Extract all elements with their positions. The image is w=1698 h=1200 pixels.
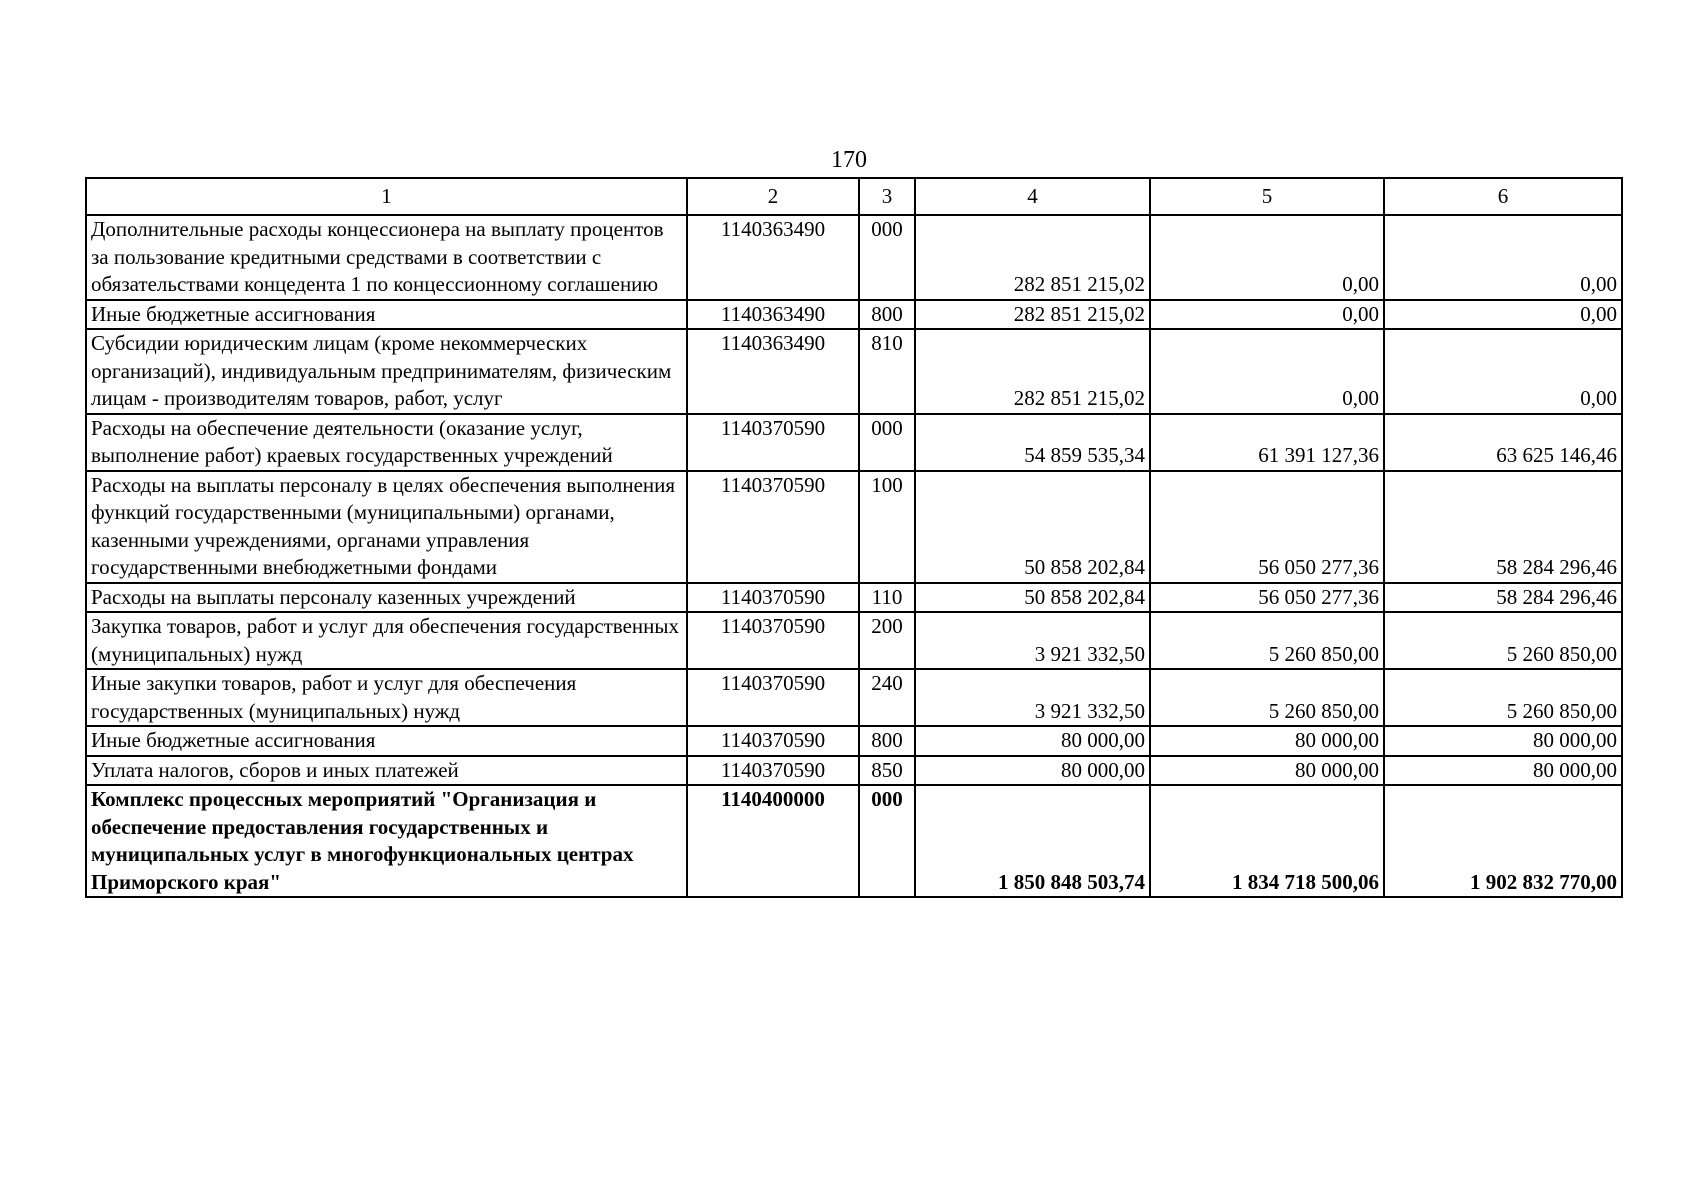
row-value-col6-cell: 0,00 [1384, 300, 1622, 330]
row-code-cell: 1140400000 [687, 785, 859, 897]
row-value-col5-cell: 0,00 [1150, 300, 1384, 330]
column-header-2: 2 [687, 178, 859, 215]
row-value-col4-cell: 3 921 332,50 [915, 669, 1150, 726]
column-header-1: 1 [86, 178, 687, 215]
table-row [86, 471, 1622, 583]
row-name-cell: Уплата налогов, сборов и иных платежей [86, 756, 687, 786]
row-value-col4-cell: 80 000,00 [915, 726, 1150, 756]
row-value-col5-cell: 5 260 850,00 [1150, 669, 1384, 726]
row-code-cell: 1140363490 [687, 329, 859, 414]
row-type-cell: 000 [859, 414, 915, 471]
row-name-cell: Дополнительные расходы концессионера на выплату процентов за пользование кредитными средствами в соответствии с обязательствами концедента 1 по концессионному соглашению [86, 215, 687, 300]
row-name-cell: Субсидии юридическим лицам (кроме некоммерческих организаций), индивидуальным предпринимателям, физическим лицам - производителям товаров, работ, услуг [86, 329, 687, 414]
row-name-cell: Расходы на выплаты персоналу в целях обеспечения выполнения функций государственными (муниципальными) органами, казенными учреждениями, органами управления государственными внебюджетными фондами [86, 471, 687, 583]
row-type-cell: 000 [859, 785, 915, 897]
row-value-col6-cell: 0,00 [1384, 215, 1622, 300]
row-name-cell: Расходы на выплаты персоналу казенных учреждений [86, 583, 687, 613]
column-header-5: 5 [1150, 178, 1384, 215]
header-row [86, 178, 1622, 215]
row-value-col4-cell: 282 851 215,02 [915, 300, 1150, 330]
row-value-col4-cell: 80 000,00 [915, 756, 1150, 786]
row-code-cell: 1140370590 [687, 471, 859, 583]
row-type-cell: 810 [859, 329, 915, 414]
row-name-cell: Комплекс процессных мероприятий "Организация и обеспечение предоставления государственных и муниципальных услуг в многофункциональных центрах Приморского края" [86, 785, 687, 897]
row-type-cell: 000 [859, 215, 915, 300]
column-header-4: 4 [915, 178, 1150, 215]
row-value-col5-cell: 0,00 [1150, 329, 1384, 414]
page-number: 170 [831, 147, 867, 173]
column-header-3: 3 [859, 178, 915, 215]
row-type-cell: 100 [859, 471, 915, 583]
table-row [86, 329, 1622, 414]
row-value-col6-cell: 5 260 850,00 [1384, 669, 1622, 726]
row-value-col4-cell: 282 851 215,02 [915, 215, 1150, 300]
row-code-cell: 1140370590 [687, 756, 859, 786]
row-type-cell: 800 [859, 726, 915, 756]
row-code-cell: 1140370590 [687, 583, 859, 613]
row-value-col4-cell: 50 858 202,84 [915, 583, 1150, 613]
table-row [86, 726, 1622, 756]
row-code-cell: 1140370590 [687, 669, 859, 726]
row-value-col6-cell: 0,00 [1384, 329, 1622, 414]
row-type-cell: 110 [859, 583, 915, 613]
row-name-cell: Иные бюджетные ассигнования [86, 726, 687, 756]
row-code-cell: 1140363490 [687, 300, 859, 330]
row-value-col6-cell: 63 625 146,46 [1384, 414, 1622, 471]
table-row [86, 583, 1622, 613]
row-name-cell: Расходы на обеспечение деятельности (оказание услуг, выполнение работ) краевых государственных учреждений [86, 414, 687, 471]
row-value-col6-cell: 58 284 296,46 [1384, 583, 1622, 613]
row-value-col5-cell: 56 050 277,36 [1150, 583, 1384, 613]
row-value-col5-cell: 0,00 [1150, 215, 1384, 300]
row-type-cell: 800 [859, 300, 915, 330]
row-value-col4-cell: 54 859 535,34 [915, 414, 1150, 471]
table-row [86, 414, 1622, 471]
row-name-cell: Иные бюджетные ассигнования [86, 300, 687, 330]
table-row [86, 785, 1622, 897]
row-code-cell: 1140370590 [687, 726, 859, 756]
row-value-col5-cell: 61 391 127,36 [1150, 414, 1384, 471]
row-code-cell: 1140370590 [687, 414, 859, 471]
table-row [86, 215, 1622, 300]
row-value-col5-cell: 80 000,00 [1150, 756, 1384, 786]
row-type-cell: 240 [859, 669, 915, 726]
row-value-col4-cell: 282 851 215,02 [915, 329, 1150, 414]
table-row [86, 612, 1622, 669]
table-row [86, 669, 1622, 726]
column-header-6: 6 [1384, 178, 1622, 215]
row-value-col6-cell: 5 260 850,00 [1384, 612, 1622, 669]
row-value-col5-cell: 56 050 277,36 [1150, 471, 1384, 583]
table-row [86, 300, 1622, 330]
row-code-cell: 1140370590 [687, 612, 859, 669]
row-value-col6-cell: 1 902 832 770,00 [1384, 785, 1622, 897]
row-name-cell: Закупка товаров, работ и услуг для обеспечения государственных (муниципальных) нужд [86, 612, 687, 669]
row-type-cell: 200 [859, 612, 915, 669]
row-value-col6-cell: 80 000,00 [1384, 726, 1622, 756]
row-value-col5-cell: 5 260 850,00 [1150, 612, 1384, 669]
row-value-col4-cell: 1 850 848 503,74 [915, 785, 1150, 897]
table-row [86, 756, 1622, 786]
row-type-cell: 850 [859, 756, 915, 786]
row-name-cell: Иные закупки товаров, работ и услуг для обеспечения государственных (муниципальных) нужд [86, 669, 687, 726]
row-value-col6-cell: 80 000,00 [1384, 756, 1622, 786]
row-code-cell: 1140363490 [687, 215, 859, 300]
row-value-col4-cell: 3 921 332,50 [915, 612, 1150, 669]
row-value-col4-cell: 50 858 202,84 [915, 471, 1150, 583]
row-value-col5-cell: 1 834 718 500,06 [1150, 785, 1384, 897]
row-value-col6-cell: 58 284 296,46 [1384, 471, 1622, 583]
row-value-col5-cell: 80 000,00 [1150, 726, 1384, 756]
budget-table [85, 177, 1623, 898]
